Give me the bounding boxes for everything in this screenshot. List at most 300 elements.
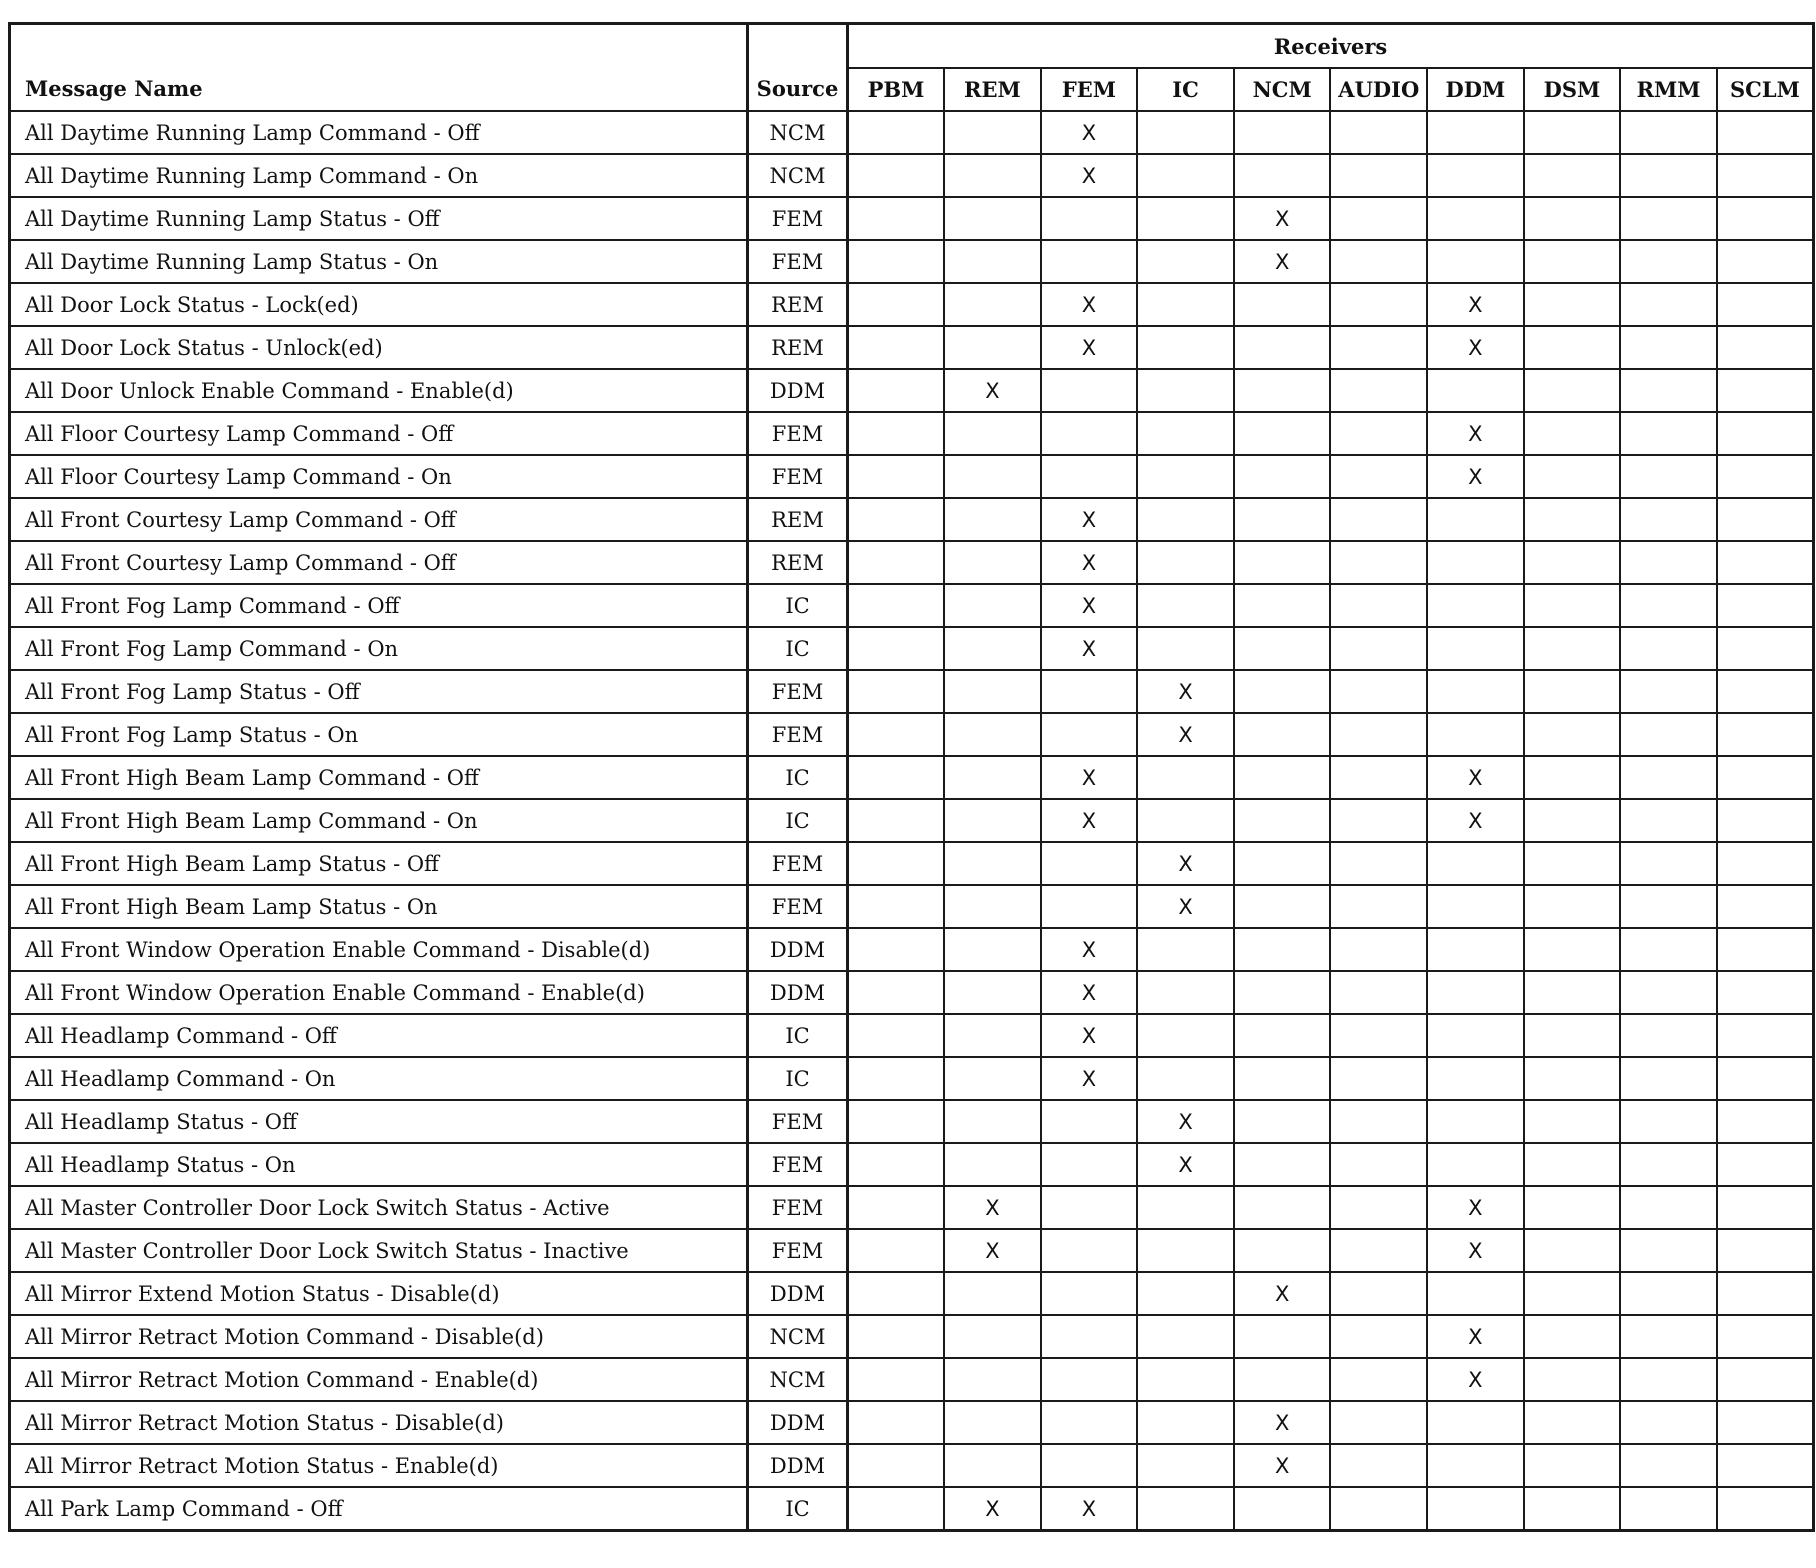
receiver-cell-rmm bbox=[1620, 326, 1717, 369]
header-receiver-ddm: DDM bbox=[1427, 68, 1524, 111]
receiver-cell-ddm bbox=[1427, 971, 1524, 1014]
receiver-cell-sclm bbox=[1717, 1143, 1814, 1186]
receiver-cell-pbm bbox=[848, 842, 945, 885]
receiver-cell-pbm bbox=[848, 541, 945, 584]
receiver-cell-rem bbox=[944, 240, 1041, 283]
table-row bbox=[10, 1444, 1814, 1487]
receiver-cell-fem bbox=[1041, 1143, 1138, 1186]
receiver-cell-ddm bbox=[1427, 1487, 1524, 1531]
header-receiver-dsm: DSM bbox=[1524, 68, 1621, 111]
receiver-cell-rmm bbox=[1620, 111, 1717, 154]
receiver-cell-ddm: X bbox=[1427, 1229, 1524, 1272]
message-matrix-container bbox=[8, 22, 1812, 1532]
receiver-cell-ic bbox=[1137, 799, 1234, 842]
table-row bbox=[10, 885, 1814, 928]
receiver-cell-pbm bbox=[848, 1014, 945, 1057]
receiver-cell-audio bbox=[1330, 283, 1427, 326]
receiver-cell-ddm bbox=[1427, 928, 1524, 971]
table-row bbox=[10, 627, 1814, 670]
receiver-cell-dsm bbox=[1524, 971, 1621, 1014]
receiver-cell-rem bbox=[944, 1143, 1041, 1186]
message-name-cell: All Master Controller Door Lock Switch Status - Active bbox=[10, 1186, 748, 1229]
header-receiver-pbm: PBM bbox=[848, 68, 945, 111]
receiver-cell-rem bbox=[944, 111, 1041, 154]
receiver-cell-audio bbox=[1330, 1186, 1427, 1229]
message-name-cell: All Door Lock Status - Lock(ed) bbox=[10, 283, 748, 326]
table-row bbox=[10, 670, 1814, 713]
receiver-cell-rem bbox=[944, 1315, 1041, 1358]
receiver-cell-ncm bbox=[1234, 1229, 1331, 1272]
receiver-cell-rem bbox=[944, 1057, 1041, 1100]
receiver-cell-fem bbox=[1041, 455, 1138, 498]
receiver-cell-pbm bbox=[848, 326, 945, 369]
receiver-cell-rem bbox=[944, 326, 1041, 369]
receiver-cell-sclm bbox=[1717, 197, 1814, 240]
receiver-cell-ic bbox=[1137, 240, 1234, 283]
receiver-cell-ddm: X bbox=[1427, 283, 1524, 326]
receiver-cell-rmm bbox=[1620, 799, 1717, 842]
receiver-cell-ic: X bbox=[1137, 1100, 1234, 1143]
receiver-cell-pbm bbox=[848, 885, 945, 928]
receiver-cell-rem bbox=[944, 154, 1041, 197]
table-row bbox=[10, 799, 1814, 842]
receiver-cell-audio bbox=[1330, 455, 1427, 498]
receiver-cell-sclm bbox=[1717, 1444, 1814, 1487]
header-receiver-sclm: SCLM bbox=[1717, 68, 1814, 111]
message-name-cell: All Door Unlock Enable Command - Enable(d) bbox=[10, 369, 748, 412]
receiver-cell-fem: X bbox=[1041, 1057, 1138, 1100]
receiver-cell-audio bbox=[1330, 1401, 1427, 1444]
receiver-cell-dsm bbox=[1524, 1143, 1621, 1186]
receiver-cell-fem: X bbox=[1041, 1014, 1138, 1057]
message-name-cell: All Headlamp Command - Off bbox=[10, 1014, 748, 1057]
receiver-cell-rmm bbox=[1620, 756, 1717, 799]
receiver-cell-audio bbox=[1330, 670, 1427, 713]
receiver-cell-pbm bbox=[848, 197, 945, 240]
receiver-cell-pbm bbox=[848, 670, 945, 713]
receiver-cell-audio bbox=[1330, 1057, 1427, 1100]
receiver-cell-ncm bbox=[1234, 799, 1331, 842]
receiver-cell-ncm bbox=[1234, 1487, 1331, 1531]
receiver-cell-fem bbox=[1041, 240, 1138, 283]
table-row bbox=[10, 498, 1814, 541]
receiver-cell-rem bbox=[944, 885, 1041, 928]
receiver-cell-rem bbox=[944, 627, 1041, 670]
receiver-cell-ddm bbox=[1427, 541, 1524, 584]
message-name-cell: All Headlamp Command - On bbox=[10, 1057, 748, 1100]
source-cell: FEM bbox=[748, 1100, 848, 1143]
receiver-cell-ddm bbox=[1427, 111, 1524, 154]
receiver-cell-ddm bbox=[1427, 1057, 1524, 1100]
receiver-cell-pbm bbox=[848, 971, 945, 1014]
table-row bbox=[10, 756, 1814, 799]
receiver-cell-rmm bbox=[1620, 1229, 1717, 1272]
receiver-cell-rmm bbox=[1620, 541, 1717, 584]
header-receiver-ncm: NCM bbox=[1234, 68, 1331, 111]
receiver-cell-fem: X bbox=[1041, 627, 1138, 670]
receiver-cell-sclm bbox=[1717, 885, 1814, 928]
receiver-cell-ddm bbox=[1427, 670, 1524, 713]
receiver-cell-rmm bbox=[1620, 498, 1717, 541]
receiver-cell-ic bbox=[1137, 326, 1234, 369]
receiver-cell-audio bbox=[1330, 1014, 1427, 1057]
message-name-cell: All Headlamp Status - Off bbox=[10, 1100, 748, 1143]
receiver-cell-rem bbox=[944, 541, 1041, 584]
message-name-cell: All Front Courtesy Lamp Command - Off bbox=[10, 541, 748, 584]
receiver-cell-ncm bbox=[1234, 1143, 1331, 1186]
message-name-cell: All Mirror Retract Motion Command - Disable(d) bbox=[10, 1315, 748, 1358]
receiver-cell-sclm bbox=[1717, 412, 1814, 455]
receiver-cell-pbm bbox=[848, 111, 945, 154]
receiver-cell-dsm bbox=[1524, 713, 1621, 756]
receiver-cell-ncm bbox=[1234, 928, 1331, 971]
receiver-cell-rmm bbox=[1620, 412, 1717, 455]
receiver-cell-ic: X bbox=[1137, 885, 1234, 928]
receiver-cell-rem bbox=[944, 584, 1041, 627]
receiver-cell-ncm: X bbox=[1234, 1444, 1331, 1487]
receiver-cell-ncm bbox=[1234, 412, 1331, 455]
receiver-cell-dsm bbox=[1524, 111, 1621, 154]
receiver-cell-ic: X bbox=[1137, 842, 1234, 885]
message-name-cell: All Front Window Operation Enable Command - Enable(d) bbox=[10, 971, 748, 1014]
receiver-cell-rmm bbox=[1620, 885, 1717, 928]
receiver-cell-dsm bbox=[1524, 154, 1621, 197]
receiver-cell-audio bbox=[1330, 584, 1427, 627]
receiver-cell-ic bbox=[1137, 1186, 1234, 1229]
receiver-cell-pbm bbox=[848, 713, 945, 756]
receiver-cell-rmm bbox=[1620, 971, 1717, 1014]
table-row bbox=[10, 1315, 1814, 1358]
receiver-cell-ddm: X bbox=[1427, 1358, 1524, 1401]
receiver-cell-pbm bbox=[848, 1358, 945, 1401]
source-cell: FEM bbox=[748, 412, 848, 455]
receiver-cell-pbm bbox=[848, 455, 945, 498]
receiver-cell-pbm bbox=[848, 584, 945, 627]
receiver-cell-ddm: X bbox=[1427, 326, 1524, 369]
receiver-cell-rem bbox=[944, 1272, 1041, 1315]
receiver-cell-ncm: X bbox=[1234, 197, 1331, 240]
receiver-cell-rem bbox=[944, 842, 1041, 885]
table-row bbox=[10, 1487, 1814, 1531]
message-name-cell: All Mirror Extend Motion Status - Disable(d) bbox=[10, 1272, 748, 1315]
receiver-cell-ncm bbox=[1234, 713, 1331, 756]
receiver-cell-ic bbox=[1137, 1444, 1234, 1487]
receiver-cell-dsm bbox=[1524, 412, 1621, 455]
table-row bbox=[10, 154, 1814, 197]
receiver-cell-fem bbox=[1041, 1229, 1138, 1272]
receiver-cell-ic bbox=[1137, 627, 1234, 670]
receiver-cell-audio bbox=[1330, 498, 1427, 541]
receiver-cell-rmm bbox=[1620, 584, 1717, 627]
receiver-cell-rem bbox=[944, 713, 1041, 756]
receiver-cell-sclm bbox=[1717, 1186, 1814, 1229]
source-cell: FEM bbox=[748, 885, 848, 928]
receiver-cell-audio bbox=[1330, 1100, 1427, 1143]
receiver-cell-rmm bbox=[1620, 1014, 1717, 1057]
receiver-cell-rem bbox=[944, 1100, 1041, 1143]
receiver-cell-rmm bbox=[1620, 1186, 1717, 1229]
receiver-cell-ncm bbox=[1234, 1100, 1331, 1143]
table-row bbox=[10, 455, 1814, 498]
receiver-cell-fem bbox=[1041, 1315, 1138, 1358]
message-name-cell: All Front High Beam Lamp Status - Off bbox=[10, 842, 748, 885]
receiver-cell-dsm bbox=[1524, 756, 1621, 799]
receiver-cell-ddm bbox=[1427, 1100, 1524, 1143]
receiver-cell-ddm: X bbox=[1427, 455, 1524, 498]
receiver-cell-dsm bbox=[1524, 1444, 1621, 1487]
receiver-cell-dsm bbox=[1524, 1487, 1621, 1531]
receiver-cell-dsm bbox=[1524, 326, 1621, 369]
receiver-cell-sclm bbox=[1717, 283, 1814, 326]
receiver-cell-pbm bbox=[848, 756, 945, 799]
receiver-cell-ncm bbox=[1234, 1358, 1331, 1401]
receiver-cell-dsm bbox=[1524, 1272, 1621, 1315]
receiver-cell-rem bbox=[944, 412, 1041, 455]
header-receiver-rmm: RMM bbox=[1620, 68, 1717, 111]
source-cell: IC bbox=[748, 1487, 848, 1531]
receiver-cell-sclm bbox=[1717, 111, 1814, 154]
receiver-cell-rem bbox=[944, 928, 1041, 971]
message-name-cell: All Daytime Running Lamp Command - Off bbox=[10, 111, 748, 154]
message-name-cell: All Daytime Running Lamp Status - Off bbox=[10, 197, 748, 240]
receiver-cell-fem bbox=[1041, 1272, 1138, 1315]
receiver-cell-rem bbox=[944, 1444, 1041, 1487]
source-cell: REM bbox=[748, 283, 848, 326]
receiver-cell-rem bbox=[944, 971, 1041, 1014]
receiver-cell-ic bbox=[1137, 1401, 1234, 1444]
receiver-cell-ddm bbox=[1427, 240, 1524, 283]
receiver-cell-ddm bbox=[1427, 197, 1524, 240]
message-name-cell: All Front High Beam Lamp Command - On bbox=[10, 799, 748, 842]
receiver-cell-ncm bbox=[1234, 1315, 1331, 1358]
receiver-cell-ic bbox=[1137, 369, 1234, 412]
table-row bbox=[10, 283, 1814, 326]
receiver-cell-ncm bbox=[1234, 627, 1331, 670]
source-cell: IC bbox=[748, 756, 848, 799]
receiver-cell-sclm bbox=[1717, 799, 1814, 842]
receiver-cell-sclm bbox=[1717, 756, 1814, 799]
receiver-cell-fem: X bbox=[1041, 1487, 1138, 1531]
receiver-cell-dsm bbox=[1524, 1186, 1621, 1229]
receiver-cell-audio bbox=[1330, 885, 1427, 928]
receiver-cell-rmm bbox=[1620, 369, 1717, 412]
receiver-cell-audio bbox=[1330, 369, 1427, 412]
table-header bbox=[10, 24, 1814, 112]
receiver-cell-ic bbox=[1137, 928, 1234, 971]
receiver-cell-ic bbox=[1137, 412, 1234, 455]
receiver-cell-rmm bbox=[1620, 240, 1717, 283]
receiver-cell-rem bbox=[944, 1358, 1041, 1401]
receiver-cell-rmm bbox=[1620, 1272, 1717, 1315]
receiver-cell-rem: X bbox=[944, 369, 1041, 412]
receiver-cell-sclm bbox=[1717, 1487, 1814, 1531]
receiver-cell-audio bbox=[1330, 240, 1427, 283]
receiver-cell-ic bbox=[1137, 756, 1234, 799]
receiver-cell-fem: X bbox=[1041, 971, 1138, 1014]
source-cell: FEM bbox=[748, 240, 848, 283]
header-receiver-audio: AUDIO bbox=[1330, 68, 1427, 111]
receiver-cell-ddm bbox=[1427, 369, 1524, 412]
receiver-cell-audio bbox=[1330, 412, 1427, 455]
receiver-cell-ncm bbox=[1234, 154, 1331, 197]
message-name-cell: All Front Courtesy Lamp Command - Off bbox=[10, 498, 748, 541]
message-name-cell: All Front Fog Lamp Status - On bbox=[10, 713, 748, 756]
receiver-cell-audio bbox=[1330, 928, 1427, 971]
receiver-cell-ncm bbox=[1234, 455, 1331, 498]
message-name-cell: All Front Fog Lamp Status - Off bbox=[10, 670, 748, 713]
receiver-cell-ic bbox=[1137, 541, 1234, 584]
receiver-cell-ncm: X bbox=[1234, 1272, 1331, 1315]
source-cell: FEM bbox=[748, 1143, 848, 1186]
receiver-cell-ncm bbox=[1234, 885, 1331, 928]
receiver-cell-dsm bbox=[1524, 928, 1621, 971]
receiver-cell-ncm bbox=[1234, 498, 1331, 541]
receiver-cell-rmm bbox=[1620, 1358, 1717, 1401]
receiver-cell-rmm bbox=[1620, 154, 1717, 197]
table-row bbox=[10, 1014, 1814, 1057]
receiver-cell-fem: X bbox=[1041, 928, 1138, 971]
receiver-cell-audio bbox=[1330, 1487, 1427, 1531]
receiver-cell-sclm bbox=[1717, 928, 1814, 971]
receiver-cell-fem: X bbox=[1041, 154, 1138, 197]
receiver-cell-pbm bbox=[848, 283, 945, 326]
receiver-cell-audio bbox=[1330, 154, 1427, 197]
receiver-cell-ddm: X bbox=[1427, 799, 1524, 842]
receiver-cell-dsm bbox=[1524, 197, 1621, 240]
receiver-cell-rmm bbox=[1620, 1315, 1717, 1358]
table-row bbox=[10, 971, 1814, 1014]
message-name-cell: All Mirror Retract Motion Command - Enable(d) bbox=[10, 1358, 748, 1401]
receiver-cell-ddm bbox=[1427, 498, 1524, 541]
receiver-cell-ddm bbox=[1427, 1401, 1524, 1444]
message-name-cell: All Mirror Retract Motion Status - Disable(d) bbox=[10, 1401, 748, 1444]
receiver-cell-ddm: X bbox=[1427, 1186, 1524, 1229]
receiver-cell-ic: X bbox=[1137, 670, 1234, 713]
message-name-cell: All Park Lamp Command - Off bbox=[10, 1487, 748, 1531]
receiver-cell-dsm bbox=[1524, 498, 1621, 541]
receiver-cell-fem: X bbox=[1041, 584, 1138, 627]
receiver-cell-audio bbox=[1330, 1272, 1427, 1315]
receiver-cell-sclm bbox=[1717, 369, 1814, 412]
receiver-cell-sclm bbox=[1717, 1014, 1814, 1057]
receiver-cell-ic bbox=[1137, 498, 1234, 541]
receiver-cell-audio bbox=[1330, 713, 1427, 756]
receiver-cell-audio bbox=[1330, 971, 1427, 1014]
message-name-cell: All Door Lock Status - Unlock(ed) bbox=[10, 326, 748, 369]
receiver-cell-fem bbox=[1041, 369, 1138, 412]
receiver-cell-rmm bbox=[1620, 842, 1717, 885]
receiver-cell-ic bbox=[1137, 197, 1234, 240]
receiver-cell-ic bbox=[1137, 1358, 1234, 1401]
receiver-cell-rem bbox=[944, 283, 1041, 326]
receiver-cell-ddm bbox=[1427, 1272, 1524, 1315]
receiver-cell-audio bbox=[1330, 1444, 1427, 1487]
source-cell: IC bbox=[748, 1057, 848, 1100]
receiver-cell-audio bbox=[1330, 1143, 1427, 1186]
receiver-cell-ncm: X bbox=[1234, 240, 1331, 283]
source-cell: IC bbox=[748, 584, 848, 627]
source-cell: IC bbox=[748, 627, 848, 670]
receiver-cell-rem: X bbox=[944, 1487, 1041, 1531]
table-row bbox=[10, 1401, 1814, 1444]
receiver-cell-ic bbox=[1137, 1272, 1234, 1315]
receiver-cell-pbm bbox=[848, 1229, 945, 1272]
receiver-cell-rem: X bbox=[944, 1229, 1041, 1272]
receiver-cell-fem: X bbox=[1041, 541, 1138, 584]
message-name-cell: All Floor Courtesy Lamp Command - On bbox=[10, 455, 748, 498]
source-cell: DDM bbox=[748, 369, 848, 412]
source-cell: DDM bbox=[748, 1401, 848, 1444]
receiver-cell-ddm bbox=[1427, 1014, 1524, 1057]
source-cell: FEM bbox=[748, 1186, 848, 1229]
receiver-cell-pbm bbox=[848, 154, 945, 197]
receiver-cell-pbm bbox=[848, 928, 945, 971]
receiver-cell-ic: X bbox=[1137, 1143, 1234, 1186]
receiver-cell-sclm bbox=[1717, 1272, 1814, 1315]
receiver-cell-rmm bbox=[1620, 713, 1717, 756]
receiver-cell-ddm bbox=[1427, 1444, 1524, 1487]
receiver-cell-ic bbox=[1137, 584, 1234, 627]
receiver-cell-ncm bbox=[1234, 842, 1331, 885]
receiver-cell-rem bbox=[944, 455, 1041, 498]
table-row bbox=[10, 240, 1814, 283]
receiver-cell-rmm bbox=[1620, 197, 1717, 240]
source-cell: FEM bbox=[748, 670, 848, 713]
table-row bbox=[10, 1100, 1814, 1143]
receiver-cell-sclm bbox=[1717, 1401, 1814, 1444]
receiver-cell-sclm bbox=[1717, 1100, 1814, 1143]
receiver-cell-ic bbox=[1137, 1487, 1234, 1531]
receiver-cell-sclm bbox=[1717, 584, 1814, 627]
receiver-cell-dsm bbox=[1524, 1229, 1621, 1272]
receiver-cell-ic bbox=[1137, 971, 1234, 1014]
receiver-cell-fem bbox=[1041, 1444, 1138, 1487]
receiver-cell-rem bbox=[944, 1401, 1041, 1444]
receiver-cell-fem bbox=[1041, 1358, 1138, 1401]
receiver-cell-sclm bbox=[1717, 154, 1814, 197]
receiver-cell-rem bbox=[944, 498, 1041, 541]
receiver-cell-rmm bbox=[1620, 1100, 1717, 1143]
table-row bbox=[10, 1186, 1814, 1229]
receiver-cell-fem bbox=[1041, 713, 1138, 756]
receiver-cell-rem bbox=[944, 1014, 1041, 1057]
receiver-cell-pbm bbox=[848, 799, 945, 842]
header-receiver-ic: IC bbox=[1137, 68, 1234, 111]
table-body bbox=[10, 111, 1814, 1531]
receiver-cell-sclm bbox=[1717, 240, 1814, 283]
source-cell: FEM bbox=[748, 197, 848, 240]
receiver-cell-fem bbox=[1041, 1186, 1138, 1229]
receiver-cell-fem: X bbox=[1041, 283, 1138, 326]
receiver-cell-sclm bbox=[1717, 498, 1814, 541]
receiver-cell-dsm bbox=[1524, 455, 1621, 498]
source-cell: NCM bbox=[748, 111, 848, 154]
receiver-cell-sclm bbox=[1717, 627, 1814, 670]
receiver-cell-audio bbox=[1330, 111, 1427, 154]
receiver-cell-ncm bbox=[1234, 111, 1331, 154]
receiver-cell-audio bbox=[1330, 541, 1427, 584]
receiver-cell-sclm bbox=[1717, 541, 1814, 584]
receiver-cell-rem bbox=[944, 670, 1041, 713]
receiver-cell-ic bbox=[1137, 1229, 1234, 1272]
receiver-cell-rmm bbox=[1620, 670, 1717, 713]
receiver-cell-rem bbox=[944, 799, 1041, 842]
receiver-cell-dsm bbox=[1524, 1315, 1621, 1358]
receiver-cell-rem: X bbox=[944, 1186, 1041, 1229]
receiver-cell-dsm bbox=[1524, 627, 1621, 670]
message-name-cell: All Floor Courtesy Lamp Command - Off bbox=[10, 412, 748, 455]
receiver-cell-sclm bbox=[1717, 1315, 1814, 1358]
